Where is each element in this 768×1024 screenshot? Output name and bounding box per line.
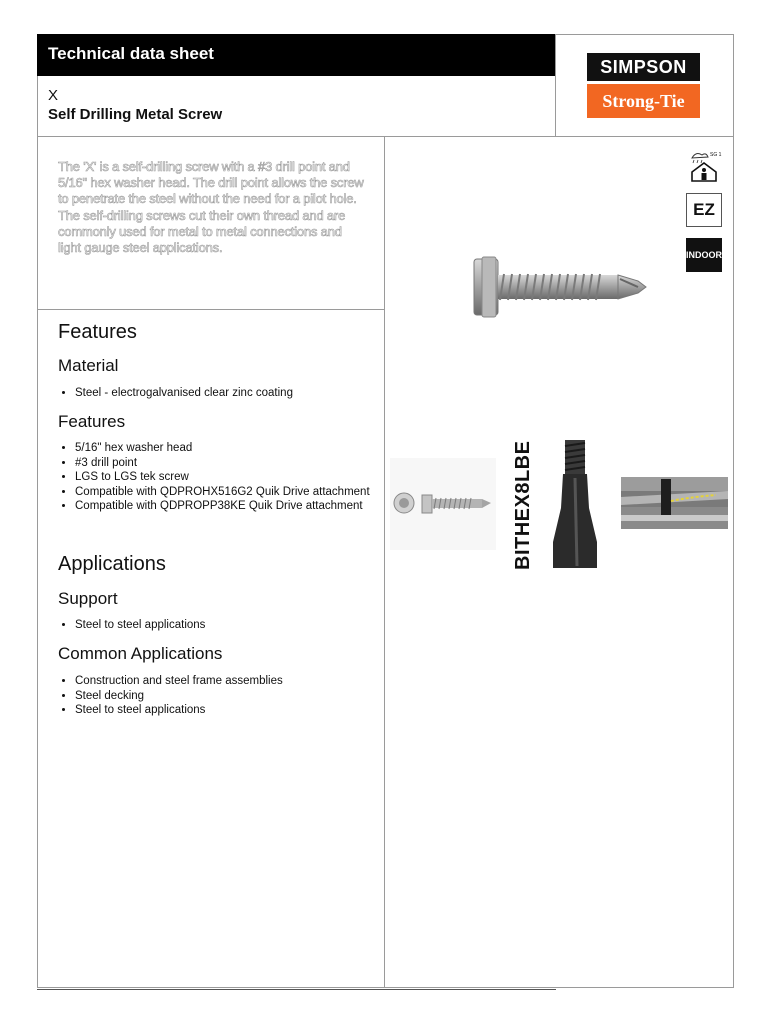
- sg-label: SG 1: [710, 152, 722, 158]
- simpson-strongtie-logo: [587, 53, 700, 118]
- list-item: • Steel to steel applications: [75, 703, 375, 718]
- features-list: [58, 441, 375, 514]
- common-applications-list: [58, 674, 375, 718]
- list-item: • Construction and steel frame assemblies: [75, 674, 375, 689]
- features-heading: Features: [58, 412, 126, 431]
- hex-bit-image: [545, 438, 605, 572]
- product-description: The 'X' is a self-drilling screw with a #3 drill point and 5/16" hex washer head. The drill point allows the screw to penetrate the steel without the need for a pilot hole. The self-drilling screws cut their own thread and are commonly used for metal to metal connections and light gauge steel applications.: [58, 159, 364, 256]
- ez-icon: EZ: [686, 193, 722, 227]
- list-item: • Compatible with QDPROHX516G2 Quik Drive attachment: [75, 485, 375, 500]
- product-code: X: [48, 87, 59, 104]
- bit-label: BITHEX8LBE: [512, 440, 534, 570]
- material-heading: Material: [58, 356, 119, 375]
- sheet-title: Technical data sheet: [48, 44, 214, 63]
- logo-top-text: SIMPSON: [587, 53, 700, 81]
- header-bottom-divider: [37, 136, 734, 137]
- application-photo: [621, 477, 728, 529]
- column-divider: [384, 136, 385, 988]
- header-divider: [555, 34, 556, 136]
- list-item: • LGS to LGS tek screw: [75, 470, 375, 485]
- list-item: • Steel decking: [75, 689, 375, 704]
- list-item: • Steel - electrogalvanised clear zinc coating: [75, 386, 375, 401]
- logo-bottom-text: Strong-Tie: [587, 84, 700, 118]
- screw-product-image: [470, 255, 650, 319]
- list-item: • Steel to steel applications: [75, 618, 375, 633]
- support-heading: Support: [58, 589, 118, 608]
- list-item: • 5/16" hex washer head: [75, 441, 375, 456]
- support-list: [58, 618, 375, 633]
- list-item: • #3 drill point: [75, 456, 375, 471]
- features-title: Features: [58, 321, 137, 343]
- list-item: • Compatible with QDPROPP38KE Quik Drive attachment: [75, 499, 375, 514]
- house-rain-icon: [686, 148, 722, 182]
- material-list: [58, 386, 375, 401]
- applications-title: Applications: [58, 553, 166, 575]
- footer-divider: [37, 989, 556, 990]
- description-divider: [37, 309, 385, 310]
- common-applications-heading: Common Applications: [58, 644, 223, 663]
- indoor-icon: INDOOR: [686, 238, 722, 272]
- screw-side-image: [390, 458, 496, 550]
- product-name: Self Drilling Metal Screw: [48, 106, 223, 123]
